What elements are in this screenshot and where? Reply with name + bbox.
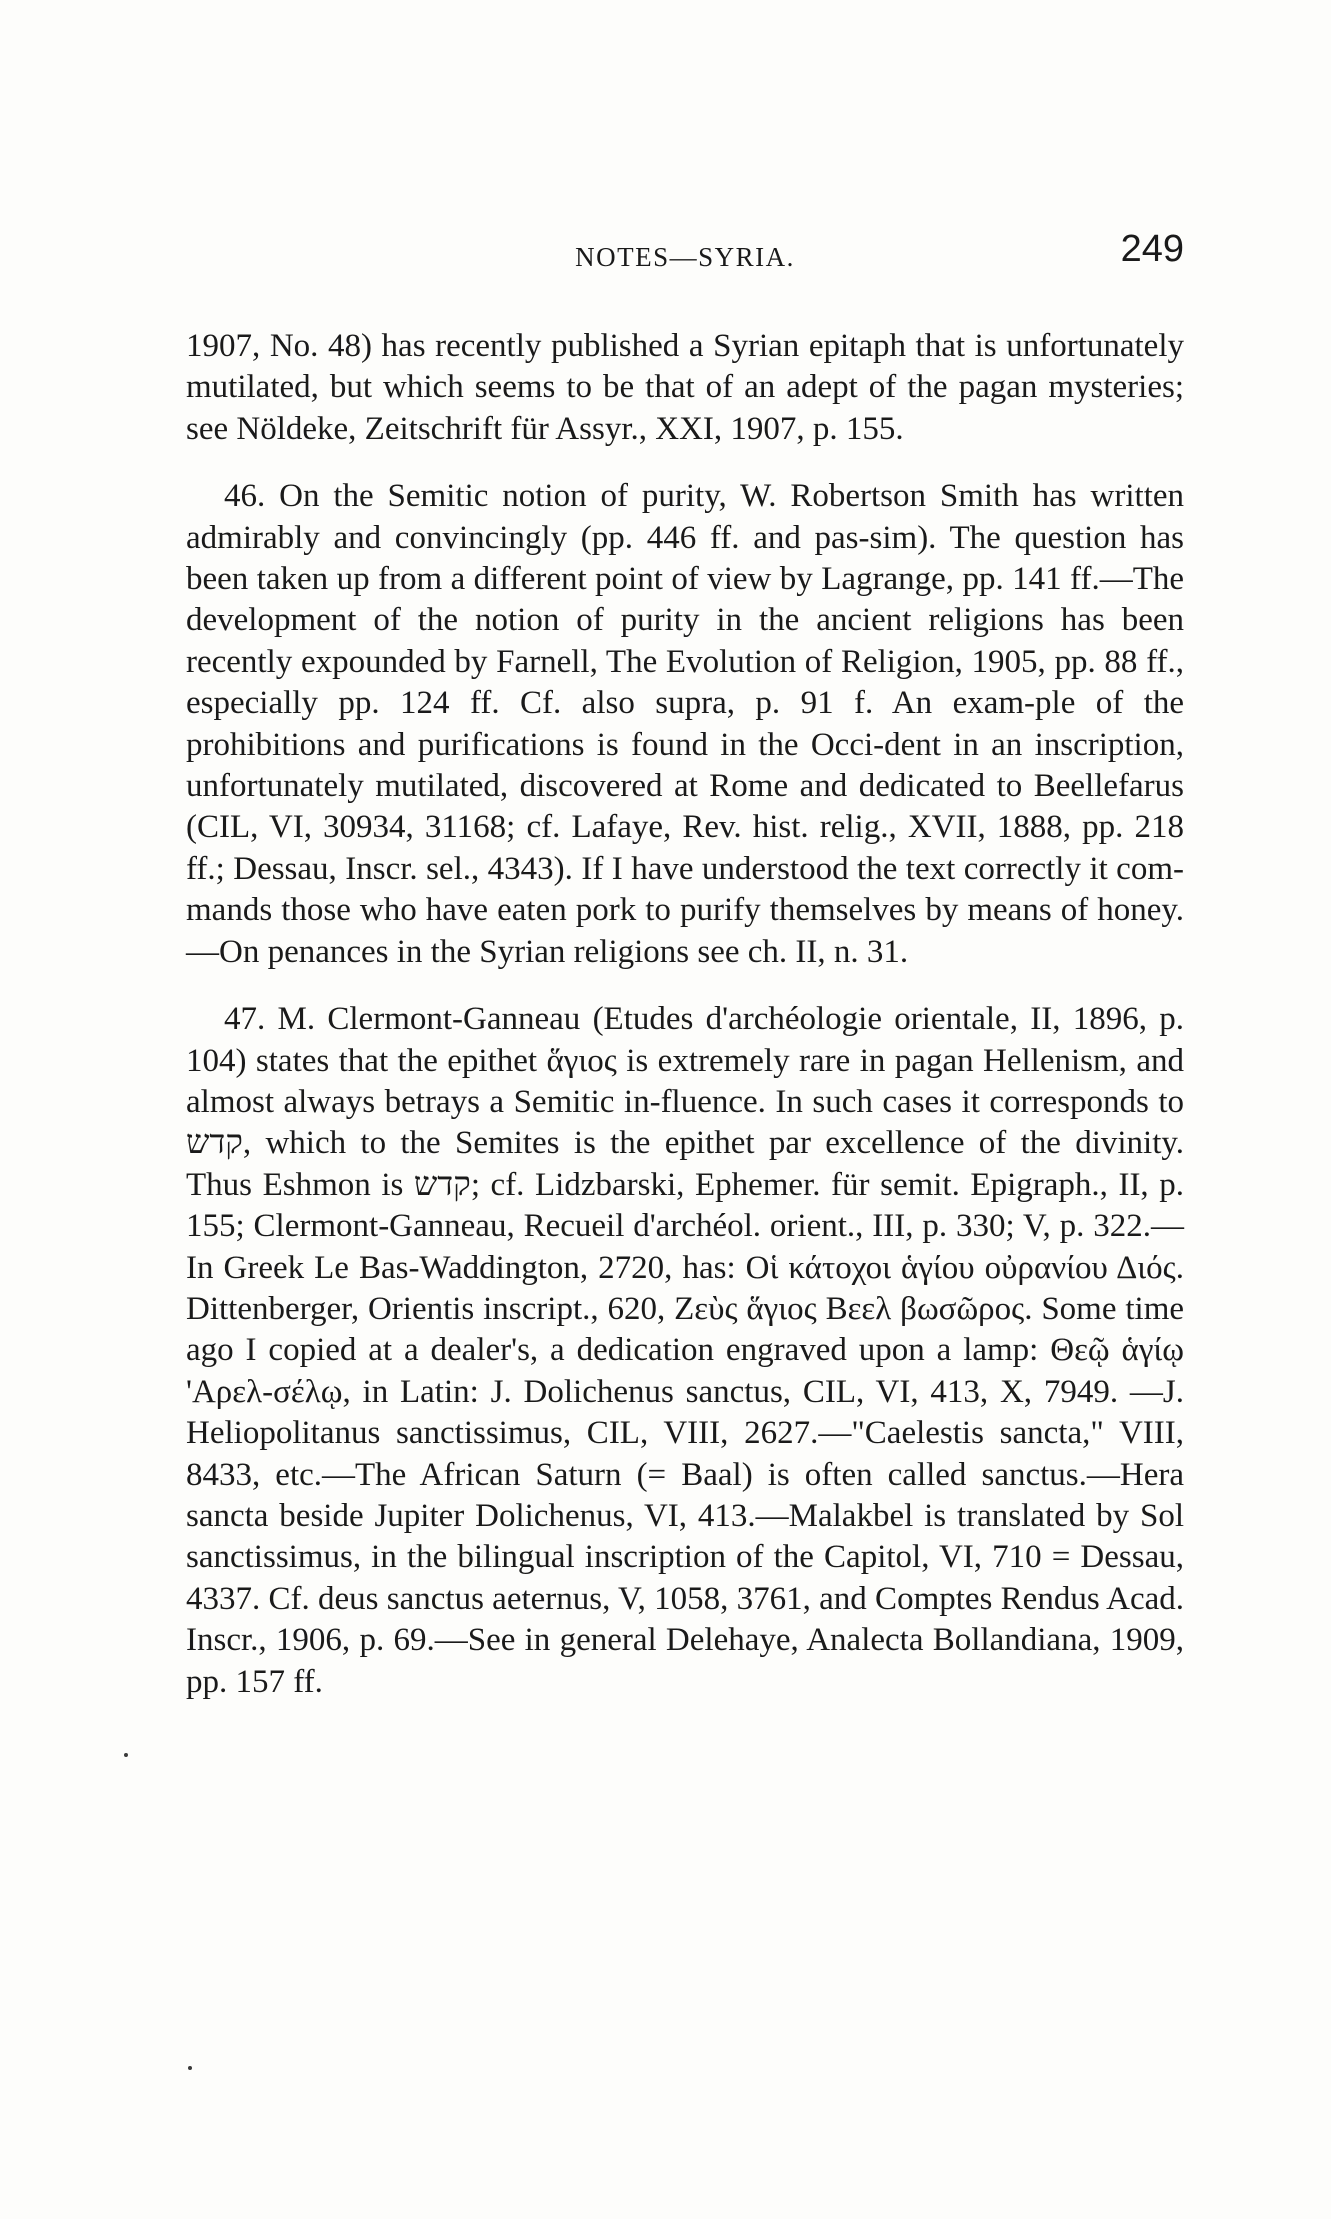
text-line: means of honey.—On penances in the Syrian religions see	[186, 892, 1184, 970]
text-line: ple of the prohibitions and purifications is found in the Occi-	[186, 685, 1185, 763]
text-line: Rome and dedicated to Beellefarus (CIL, VI, 30934, 31168; cf.	[186, 768, 1184, 846]
text-line: expounded by Farnell, The Evolution of Religion, 1905, pp.	[300, 643, 1105, 680]
paper-speck	[124, 1753, 128, 1757]
text-line: ch. II, n. 31.	[747, 933, 909, 970]
text-line: sancta," VIII, 8433, etc.—The African Saturn (= Baal) is	[186, 1415, 1184, 1493]
text-line: of view by Lagrange, pp. 141 ff.—The development of the	[186, 561, 1184, 639]
text-line: VI, 413.—Malakbel is translated by Sol sanctissimus, in the	[186, 1497, 1184, 1576]
text-line: Semites is the epithet par excellence of the divinity. Thus	[186, 1125, 1185, 1203]
text-line: Acad. Inscr., 1906, p. 69.—See in general Delehaye, Analecta	[186, 1580, 1184, 1659]
text-line: II, 1896, p. 104) states that the epithet ἅγιος is extremely rare	[186, 1001, 1185, 1079]
text-line: bilingual inscription of the Capitol, VI, 710 = Dessau, 4337.	[186, 1539, 1184, 1617]
text-line: 47. M. Clermont-Ganneau (Etudes d'archéologie orientale,	[224, 1001, 1031, 1038]
page-header	[186, 228, 1184, 278]
text-line: in pagan Hellenism, and almost always betrays a Semitic in-	[186, 1042, 1184, 1120]
text-line: sim). The question has been taken up from a different point	[186, 519, 1185, 598]
text-line: dent in an inscription, unfortunately mutilated, discovered at	[186, 726, 1184, 805]
text-line: Cf. deus sanctus aeternus, V, 1058, 3761, and Comptes Rendus	[268, 1580, 1107, 1617]
text-line: 88 ff., especially pp. 124 ff. Cf. also supra, p. 91 f. An exam-	[186, 643, 1184, 722]
text-line: Bollandiana, 1909, pp. 157 ff.	[186, 1622, 1184, 1700]
text-line: Lafaye, Rev. hist. relig., XVII, 1888, pp. 218 ff.; Dessau, Inscr.	[186, 809, 1184, 887]
text-line: fluence. In such cases it corresponds to קדש, which to the	[186, 1083, 1184, 1162]
text-line: unfortunately mutilated, but which seems to be that of an	[186, 328, 1184, 406]
body-text	[186, 326, 1184, 1703]
text-line: Eshmon is קדש; cf. Lidzbarski, Ephemer. für semit. Epigraph.,	[262, 1166, 1119, 1203]
text-line: σέλῳ, in Latin: J. Dolichenus sanctus, CIL, VI, 413, X, 7949.	[273, 1373, 1130, 1410]
text-line: sel., 4343). If I have understood the text correctly it com-	[426, 850, 1184, 887]
page-number: 249	[1120, 228, 1184, 270]
text-line: notion of purity in the ancient religions has been recently	[186, 602, 1184, 680]
text-line: II, p. 155; Clermont-Ganneau, Recueil d'archéol. orient., III,	[186, 1166, 1185, 1245]
text-line: Assyr., XXI, 1907, p. 155.	[555, 410, 904, 447]
text-line: 1907, No. 48) has recently published a Syrian epitaph that is	[186, 328, 1007, 364]
text-line: often called sanctus.—Hera sancta beside Jupiter Dolichenus,	[186, 1456, 1184, 1534]
paper-speck	[188, 2066, 192, 2070]
note-46	[186, 476, 1184, 973]
text-line: 46. On the Semitic notion of purity, W. Robertson Smith	[224, 478, 1033, 515]
note-45-continuation	[186, 326, 1184, 450]
text-line: has written admirably and convincingly (pp. 446 ff. and pas-	[186, 478, 1185, 556]
text-line: —J. Heliopolitanus sanctissimus, CIL, VIII, 2627.—"Caelestis	[186, 1373, 1184, 1452]
text-line: Οἱ κάτοχοι ἁγίου οὐρανίου Διός. Dittenberger, Orientis inscript.,	[186, 1249, 1184, 1327]
text-line: 620, Ζεὺς ἅγιος Βεελ βωσῶρος. Some time ago I copied at a	[186, 1290, 1185, 1369]
note-47	[186, 999, 1184, 1703]
text-line: dealer's, a dedication engraved upon a lamp: Θεῷ ἁγίῳ 'Αρελ-	[186, 1332, 1185, 1410]
text-line: adept of the pagan mysteries; see Nöldeke, Zeitschrift für	[186, 369, 1184, 447]
text-line: mands those who have eaten pork to purify themselves by	[186, 892, 968, 929]
running-title: NOTES—SYRIA.	[575, 242, 795, 272]
text-line: p. 330; V, p. 322.—In Greek Le Bas-Waddington, 2720, has:	[186, 1208, 1185, 1286]
